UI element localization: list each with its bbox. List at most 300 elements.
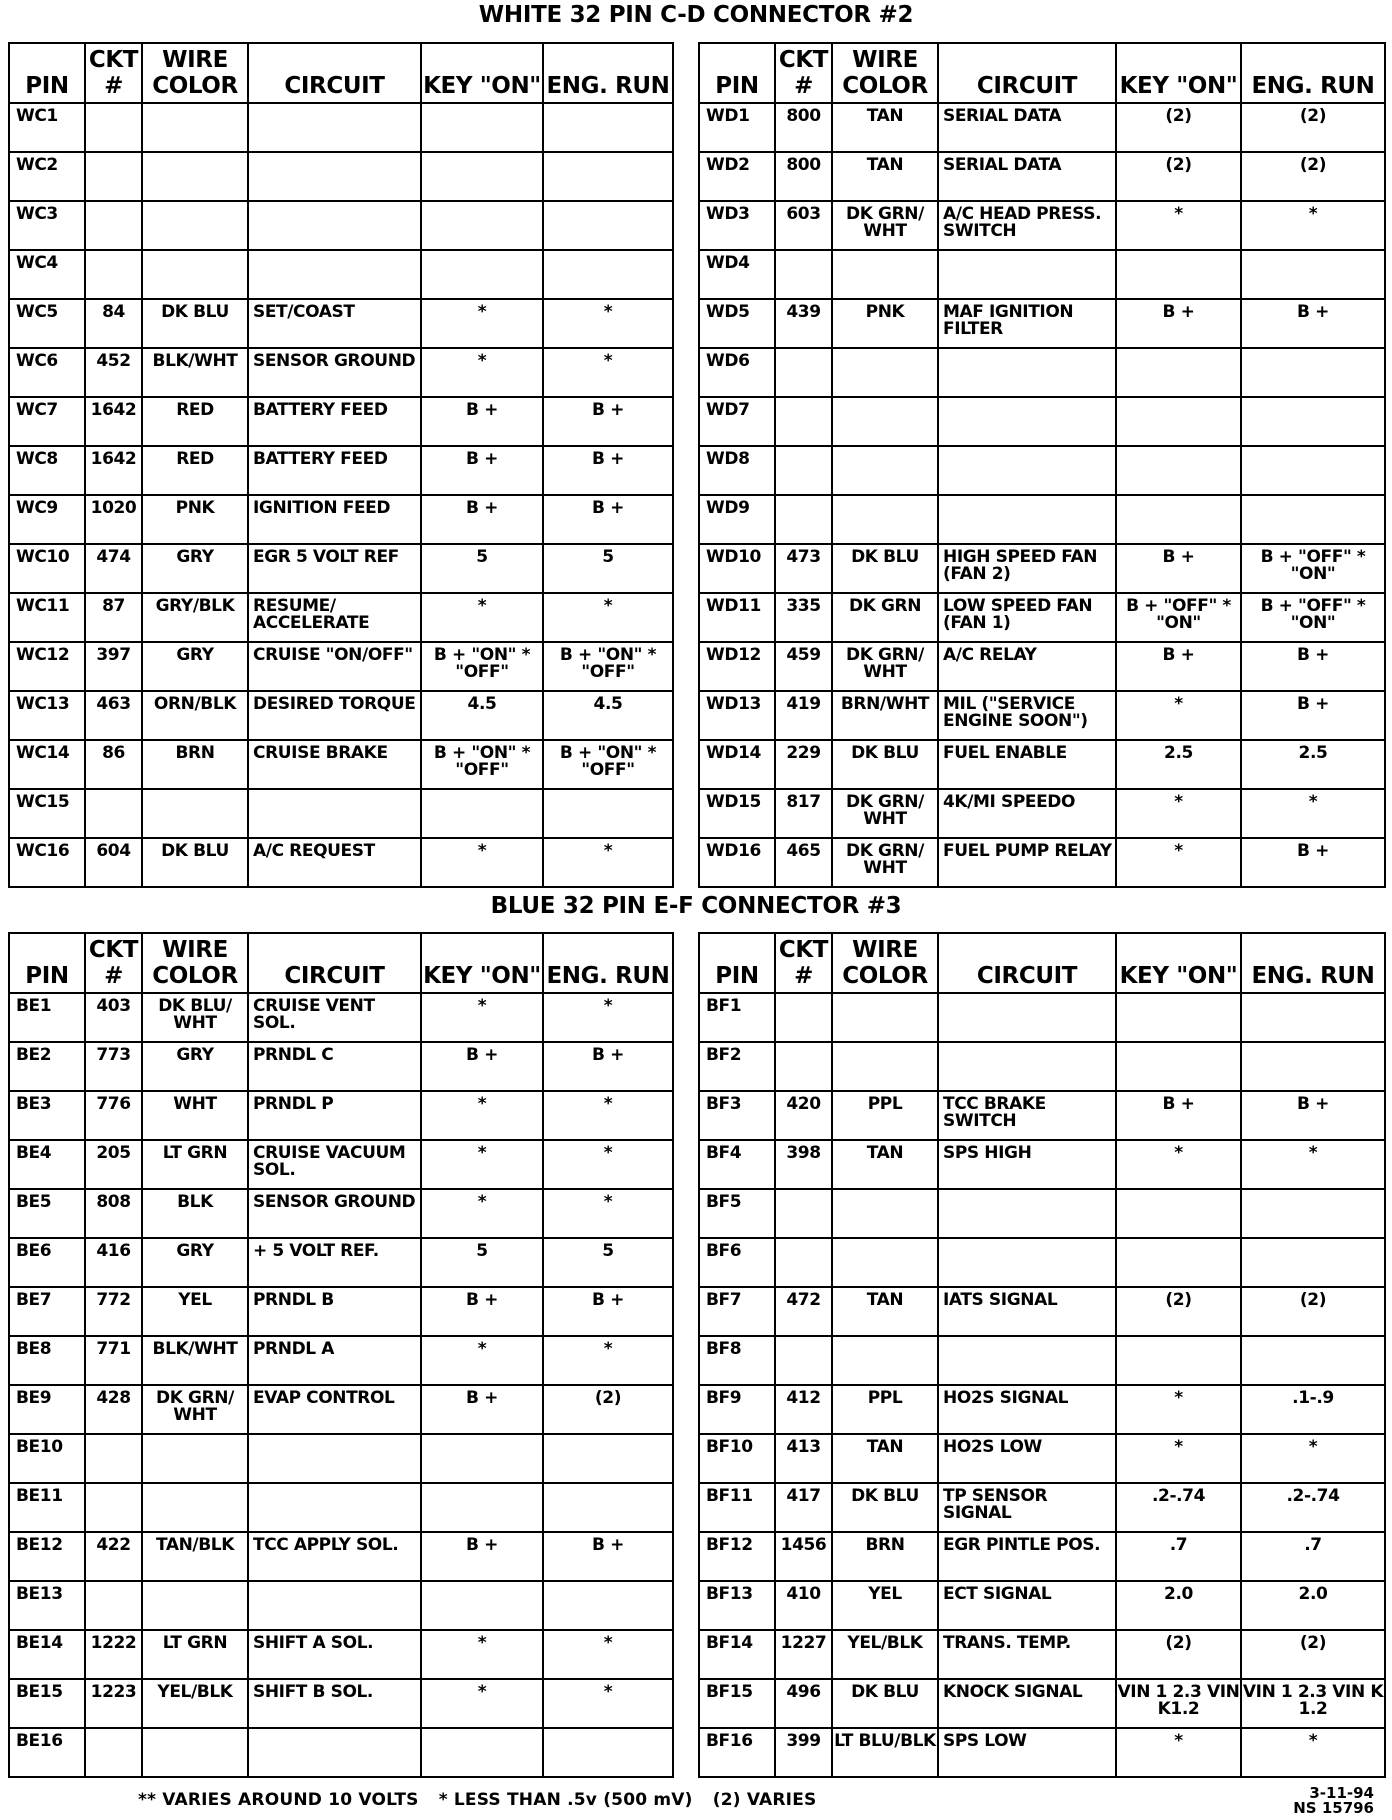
table-row <box>699 838 1385 887</box>
pin-cell: WD6 <box>699 348 775 397</box>
table-row <box>699 1238 1385 1287</box>
circuit-cell: TRANS. TEMP. <box>938 1630 1116 1679</box>
pin-cell: WC12 <box>9 642 85 691</box>
table-row <box>699 1728 1385 1777</box>
pin-cell: WC9 <box>9 495 85 544</box>
key-on-cell: B + <box>1116 544 1241 593</box>
key-on-cell <box>421 1483 543 1532</box>
ckt-cell <box>775 1189 832 1238</box>
key-on-cell: * <box>1116 1385 1241 1434</box>
key-on-cell: 2.0 <box>1116 1581 1241 1630</box>
key-on-cell <box>1116 495 1241 544</box>
ckt-cell <box>775 495 832 544</box>
ckt-cell: 422 <box>85 1532 142 1581</box>
col-header-ckt: CKT # <box>85 933 142 993</box>
ckt-cell: 419 <box>775 691 832 740</box>
eng-run-cell: * <box>543 1336 673 1385</box>
eng-run-cell: B + <box>1241 1091 1385 1140</box>
eng-run-cell: * <box>543 1140 673 1189</box>
col-header-eng-run: ENG. RUN <box>1241 933 1385 993</box>
table-row <box>699 1287 1385 1336</box>
circuit-cell: TCC BRAKE SWITCH <box>938 1091 1116 1140</box>
key-on-cell: * <box>1116 789 1241 838</box>
ckt-cell: 808 <box>85 1189 142 1238</box>
circuit-cell <box>938 446 1116 495</box>
wire-color-cell: YEL <box>832 1581 938 1630</box>
circuit-cell <box>248 152 421 201</box>
circuit-cell: IGNITION FEED <box>248 495 421 544</box>
wire-color-cell: DK BLU <box>832 1679 938 1728</box>
ckt-cell: 817 <box>775 789 832 838</box>
key-on-cell: * <box>421 1189 543 1238</box>
footnote-varies-10v: ** VARIES AROUND 10 VOLTS <box>138 1790 419 1810</box>
ckt-cell <box>775 250 832 299</box>
key-on-cell: VIN 1 2.3 VIN K1.2 <box>1116 1679 1241 1728</box>
col-header-key-on: KEY "ON" <box>421 933 543 993</box>
ckt-cell: 459 <box>775 642 832 691</box>
ckt-cell <box>85 152 142 201</box>
pin-cell: BE16 <box>9 1728 85 1777</box>
eng-run-cell <box>543 152 673 201</box>
circuit-cell: SHIFT B SOL. <box>248 1679 421 1728</box>
wire-color-cell <box>142 1434 248 1483</box>
wire-color-cell: YEL/BLK <box>832 1630 938 1679</box>
key-on-cell: B + <box>421 446 543 495</box>
pin-cell: WC3 <box>9 201 85 250</box>
table-row <box>699 691 1385 740</box>
circuit-cell: SENSOR GROUND <box>248 348 421 397</box>
eng-run-cell <box>543 1434 673 1483</box>
wire-color-cell: DK GRN/ WHT <box>832 201 938 250</box>
pin-cell: BF11 <box>699 1483 775 1532</box>
key-on-cell: B + "ON" * "OFF" <box>421 642 543 691</box>
key-on-cell: * <box>1116 691 1241 740</box>
wire-color-cell: DK GRN/ WHT <box>142 1385 248 1434</box>
table-row <box>9 1728 673 1777</box>
key-on-cell: * <box>1116 1434 1241 1483</box>
pin-cell: BE10 <box>9 1434 85 1483</box>
ckt-cell: 474 <box>85 544 142 593</box>
eng-run-cell: .1-.9 <box>1241 1385 1385 1434</box>
circuit-cell: MAF IGNITION FILTER <box>938 299 1116 348</box>
key-on-cell: 4.5 <box>421 691 543 740</box>
eng-run-cell <box>1241 348 1385 397</box>
key-on-cell: B + "OFF" * "ON" <box>1116 593 1241 642</box>
wire-color-cell: BLK/WHT <box>142 1336 248 1385</box>
eng-run-cell: B + <box>1241 838 1385 887</box>
document-date: 3-11-94 <box>1309 1784 1374 1802</box>
key-on-cell: B + <box>421 1385 543 1434</box>
circuit-cell: KNOCK SIGNAL <box>938 1679 1116 1728</box>
eng-run-cell: (2) <box>1241 1630 1385 1679</box>
pin-cell: BE6 <box>9 1238 85 1287</box>
key-on-cell: B + <box>1116 299 1241 348</box>
col-header-wire-color: WIRE COLOR <box>832 43 938 103</box>
pin-cell: BF2 <box>699 1042 775 1091</box>
pin-cell: WD14 <box>699 740 775 789</box>
eng-run-cell <box>1241 1042 1385 1091</box>
circuit-cell <box>938 397 1116 446</box>
wire-color-cell: PNK <box>142 495 248 544</box>
table-row <box>699 1434 1385 1483</box>
ckt-cell: 87 <box>85 593 142 642</box>
table-row <box>9 838 673 887</box>
circuit-cell: SENSOR GROUND <box>248 1189 421 1238</box>
wire-color-cell: DK BLU <box>142 299 248 348</box>
table-row <box>9 1042 673 1091</box>
col-header-circuit: CIRCUIT <box>938 933 1116 993</box>
eng-run-cell: 2.0 <box>1241 1581 1385 1630</box>
key-on-cell <box>421 201 543 250</box>
circuit-cell <box>248 1728 421 1777</box>
circuit-cell <box>938 1189 1116 1238</box>
key-on-cell: * <box>421 348 543 397</box>
ckt-cell: 1642 <box>85 397 142 446</box>
ckt-cell: 463 <box>85 691 142 740</box>
wire-color-cell: ORN/BLK <box>142 691 248 740</box>
wire-color-cell: TAN <box>832 1287 938 1336</box>
pin-cell: WD16 <box>699 838 775 887</box>
pin-cell: BF4 <box>699 1140 775 1189</box>
wire-color-cell: RED <box>142 397 248 446</box>
table-row <box>9 544 673 593</box>
eng-run-cell: * <box>543 1091 673 1140</box>
circuit-cell: MIL ("SERVICE ENGINE SOON") <box>938 691 1116 740</box>
circuit-cell <box>938 1042 1116 1091</box>
col-header-key-on: KEY "ON" <box>1116 933 1241 993</box>
pin-cell: BF10 <box>699 1434 775 1483</box>
pin-cell: BF6 <box>699 1238 775 1287</box>
wire-color-cell: BLK <box>142 1189 248 1238</box>
pin-table-bf <box>698 932 1386 1778</box>
pin-cell: WD5 <box>699 299 775 348</box>
wire-color-cell: TAN/BLK <box>142 1532 248 1581</box>
pin-cell: BF14 <box>699 1630 775 1679</box>
key-on-cell: * <box>421 299 543 348</box>
col-header-circuit: CIRCUIT <box>938 43 1116 103</box>
eng-run-cell: * <box>543 299 673 348</box>
ckt-cell: 772 <box>85 1287 142 1336</box>
table-row <box>699 348 1385 397</box>
ckt-cell: 452 <box>85 348 142 397</box>
pin-cell: BE14 <box>9 1630 85 1679</box>
pin-cell: WD12 <box>699 642 775 691</box>
key-on-cell: B + <box>1116 642 1241 691</box>
table-row <box>9 1532 673 1581</box>
eng-run-cell: * <box>543 593 673 642</box>
key-on-cell: B + <box>421 1532 543 1581</box>
wire-color-cell: DK BLU <box>832 544 938 593</box>
wire-color-cell <box>832 993 938 1042</box>
wire-color-cell: TAN <box>832 1434 938 1483</box>
wire-color-cell: TAN <box>832 152 938 201</box>
pin-cell: WC4 <box>9 250 85 299</box>
circuit-cell <box>248 1581 421 1630</box>
pin-cell: BF15 <box>699 1679 775 1728</box>
wire-color-cell: PNK <box>832 299 938 348</box>
ckt-cell <box>775 1336 832 1385</box>
wire-color-cell: TAN <box>832 103 938 152</box>
wire-color-cell: LT GRN <box>142 1140 248 1189</box>
key-on-cell: 2.5 <box>1116 740 1241 789</box>
table-header-row <box>9 43 673 103</box>
eng-run-cell: .7 <box>1241 1532 1385 1581</box>
wire-color-cell <box>142 152 248 201</box>
table-row <box>699 1042 1385 1091</box>
ckt-cell: 603 <box>775 201 832 250</box>
pin-cell: BF5 <box>699 1189 775 1238</box>
pin-cell: WD9 <box>699 495 775 544</box>
footnote-less-than: * LESS THAN .5v (500 mV) <box>438 1790 693 1810</box>
wire-color-cell <box>832 495 938 544</box>
pin-cell: WC6 <box>9 348 85 397</box>
eng-run-cell: 5 <box>543 544 673 593</box>
ckt-cell: 428 <box>85 1385 142 1434</box>
pin-cell: WC2 <box>9 152 85 201</box>
key-on-cell: * <box>421 838 543 887</box>
wire-color-cell: DK BLU <box>832 1483 938 1532</box>
circuit-cell: + 5 VOLT REF. <box>248 1238 421 1287</box>
col-header-eng-run: ENG. RUN <box>543 43 673 103</box>
wire-color-cell <box>142 201 248 250</box>
ckt-cell: 773 <box>85 1042 142 1091</box>
table-row <box>9 1238 673 1287</box>
circuit-cell: HO2S SIGNAL <box>938 1385 1116 1434</box>
wire-color-cell <box>832 348 938 397</box>
circuit-cell: ECT SIGNAL <box>938 1581 1116 1630</box>
circuit-cell: EGR PINTLE POS. <box>938 1532 1116 1581</box>
pin-cell: BF8 <box>699 1336 775 1385</box>
eng-run-cell: (2) <box>1241 103 1385 152</box>
circuit-cell: CRUISE VENT SOL. <box>248 993 421 1042</box>
eng-run-cell: VIN 1 2.3 VIN K 1.2 <box>1241 1679 1385 1728</box>
col-header-pin: PIN <box>9 933 85 993</box>
circuit-cell: SET/COAST <box>248 299 421 348</box>
table-row <box>699 544 1385 593</box>
pin-cell: WD2 <box>699 152 775 201</box>
eng-run-cell <box>1241 250 1385 299</box>
circuit-cell: LOW SPEED FAN (FAN 1) <box>938 593 1116 642</box>
wire-color-cell: YEL/BLK <box>142 1679 248 1728</box>
pin-table-wc <box>8 42 674 888</box>
table-row <box>699 1385 1385 1434</box>
eng-run-cell: * <box>1241 789 1385 838</box>
pin-cell: BE2 <box>9 1042 85 1091</box>
pin-cell: WC13 <box>9 691 85 740</box>
ckt-cell: 413 <box>775 1434 832 1483</box>
circuit-cell: PRNDL P <box>248 1091 421 1140</box>
table-header-row <box>699 933 1385 993</box>
ckt-cell <box>775 1238 832 1287</box>
circuit-cell: CRUISE BRAKE <box>248 740 421 789</box>
table-row <box>9 446 673 495</box>
pin-cell: WC8 <box>9 446 85 495</box>
table-row <box>699 789 1385 838</box>
key-on-cell <box>421 789 543 838</box>
key-on-cell: 5 <box>421 544 543 593</box>
ckt-cell: 84 <box>85 299 142 348</box>
table-row <box>9 348 673 397</box>
circuit-cell: BATTERY FEED <box>248 397 421 446</box>
wire-color-cell <box>142 1483 248 1532</box>
wire-color-cell: LT GRN <box>142 1630 248 1679</box>
col-header-ckt: CKT # <box>85 43 142 103</box>
footnotes <box>138 1790 830 1810</box>
ckt-cell: 1456 <box>775 1532 832 1581</box>
table-row <box>9 1287 673 1336</box>
wire-color-cell: DK GRN/ WHT <box>832 789 938 838</box>
wire-color-cell: GRY <box>142 1042 248 1091</box>
pin-table-wd <box>698 42 1386 888</box>
wire-color-cell: GRY <box>142 642 248 691</box>
wire-color-cell: DK BLU <box>142 838 248 887</box>
table-row <box>699 152 1385 201</box>
key-on-cell: .7 <box>1116 1532 1241 1581</box>
table-header-row <box>9 933 673 993</box>
col-header-wire-color: WIRE COLOR <box>142 933 248 993</box>
pin-cell: BF13 <box>699 1581 775 1630</box>
connector-3-title: BLUE 32 PIN E-F CONNECTOR #3 <box>490 893 902 919</box>
table-row <box>699 299 1385 348</box>
key-on-cell <box>1116 993 1241 1042</box>
wire-color-cell: DK GRN/ WHT <box>832 642 938 691</box>
key-on-cell: (2) <box>1116 152 1241 201</box>
circuit-cell: EGR 5 VOLT REF <box>248 544 421 593</box>
key-on-cell: * <box>1116 838 1241 887</box>
key-on-cell: * <box>421 1140 543 1189</box>
wire-color-cell <box>832 397 938 446</box>
pin-cell: BE13 <box>9 1581 85 1630</box>
table-row <box>9 152 673 201</box>
wire-color-cell: GRY/BLK <box>142 593 248 642</box>
ckt-cell: 800 <box>775 103 832 152</box>
pin-cell: BE11 <box>9 1483 85 1532</box>
eng-run-cell: .2-.74 <box>1241 1483 1385 1532</box>
eng-run-cell: 5 <box>543 1238 673 1287</box>
eng-run-cell: B + "OFF" * "ON" <box>1241 544 1385 593</box>
circuit-cell: 4K/MI SPEEDO <box>938 789 1116 838</box>
pin-cell: WC7 <box>9 397 85 446</box>
wire-color-cell <box>832 1238 938 1287</box>
pin-cell: BE3 <box>9 1091 85 1140</box>
ckt-cell <box>85 789 142 838</box>
wire-color-cell: WHT <box>142 1091 248 1140</box>
table-row <box>699 1630 1385 1679</box>
wire-color-cell <box>142 789 248 838</box>
eng-run-cell: 4.5 <box>543 691 673 740</box>
ckt-cell: 1223 <box>85 1679 142 1728</box>
circuit-cell <box>248 1483 421 1532</box>
key-on-cell <box>1116 1336 1241 1385</box>
pin-cell: WC14 <box>9 740 85 789</box>
table-row <box>9 593 673 642</box>
ckt-cell: 335 <box>775 593 832 642</box>
table-row <box>699 993 1385 1042</box>
wire-color-cell <box>142 103 248 152</box>
wire-color-cell <box>832 250 938 299</box>
table-row <box>699 201 1385 250</box>
table-row <box>699 1140 1385 1189</box>
key-on-cell <box>1116 250 1241 299</box>
circuit-cell: PRNDL C <box>248 1042 421 1091</box>
pin-cell: WD13 <box>699 691 775 740</box>
col-header-circuit: CIRCUIT <box>248 43 421 103</box>
table-row <box>9 299 673 348</box>
circuit-cell: SPS LOW <box>938 1728 1116 1777</box>
ckt-cell: 420 <box>775 1091 832 1140</box>
wire-color-cell: PPL <box>832 1091 938 1140</box>
eng-run-cell <box>543 103 673 152</box>
table-row <box>699 446 1385 495</box>
ckt-cell: 473 <box>775 544 832 593</box>
table-row <box>9 1385 673 1434</box>
table-row <box>9 1630 673 1679</box>
col-header-key-on: KEY "ON" <box>1116 43 1241 103</box>
table-row <box>699 642 1385 691</box>
ckt-cell <box>85 1434 142 1483</box>
table-row <box>9 201 673 250</box>
ckt-cell: 417 <box>775 1483 832 1532</box>
circuit-cell <box>938 993 1116 1042</box>
ckt-cell <box>85 1483 142 1532</box>
wire-color-cell: DK BLU/ WHT <box>142 993 248 1042</box>
circuit-cell <box>248 250 421 299</box>
table-row <box>699 1532 1385 1581</box>
key-on-cell <box>421 1581 543 1630</box>
ckt-cell <box>775 1042 832 1091</box>
eng-run-cell: B + "ON" * "OFF" <box>543 642 673 691</box>
pin-cell: BE15 <box>9 1679 85 1728</box>
wire-color-cell <box>142 250 248 299</box>
col-header-ckt: CKT # <box>775 43 832 103</box>
col-header-pin: PIN <box>699 933 775 993</box>
key-on-cell <box>421 1728 543 1777</box>
wire-color-cell <box>142 1581 248 1630</box>
key-on-cell: B + "ON" * "OFF" <box>421 740 543 789</box>
eng-run-cell: B + "OFF" * "ON" <box>1241 593 1385 642</box>
table-row <box>699 1483 1385 1532</box>
table-row <box>9 250 673 299</box>
wire-color-cell: YEL <box>142 1287 248 1336</box>
col-header-wire-color: WIRE COLOR <box>142 43 248 103</box>
key-on-cell <box>1116 446 1241 495</box>
wire-color-cell: TAN <box>832 1140 938 1189</box>
eng-run-cell <box>1241 446 1385 495</box>
table-row <box>9 1434 673 1483</box>
eng-run-cell: B + <box>543 1042 673 1091</box>
circuit-cell: FUEL ENABLE <box>938 740 1116 789</box>
circuit-cell <box>938 348 1116 397</box>
ckt-cell: 410 <box>775 1581 832 1630</box>
pin-cell: WC5 <box>9 299 85 348</box>
key-on-cell: (2) <box>1116 1630 1241 1679</box>
table-row <box>9 1189 673 1238</box>
key-on-cell: * <box>421 1336 543 1385</box>
wire-color-cell: DK GRN/ WHT <box>832 838 938 887</box>
key-on-cell <box>421 103 543 152</box>
wire-color-cell: DK GRN <box>832 593 938 642</box>
circuit-cell: PRNDL A <box>248 1336 421 1385</box>
ckt-cell: 86 <box>85 740 142 789</box>
key-on-cell: B + <box>421 397 543 446</box>
table-row <box>9 397 673 446</box>
key-on-cell: * <box>421 993 543 1042</box>
eng-run-cell: * <box>543 993 673 1042</box>
eng-run-cell: * <box>543 838 673 887</box>
eng-run-cell: * <box>1241 1728 1385 1777</box>
table-row <box>699 1336 1385 1385</box>
key-on-cell: B + <box>421 1287 543 1336</box>
